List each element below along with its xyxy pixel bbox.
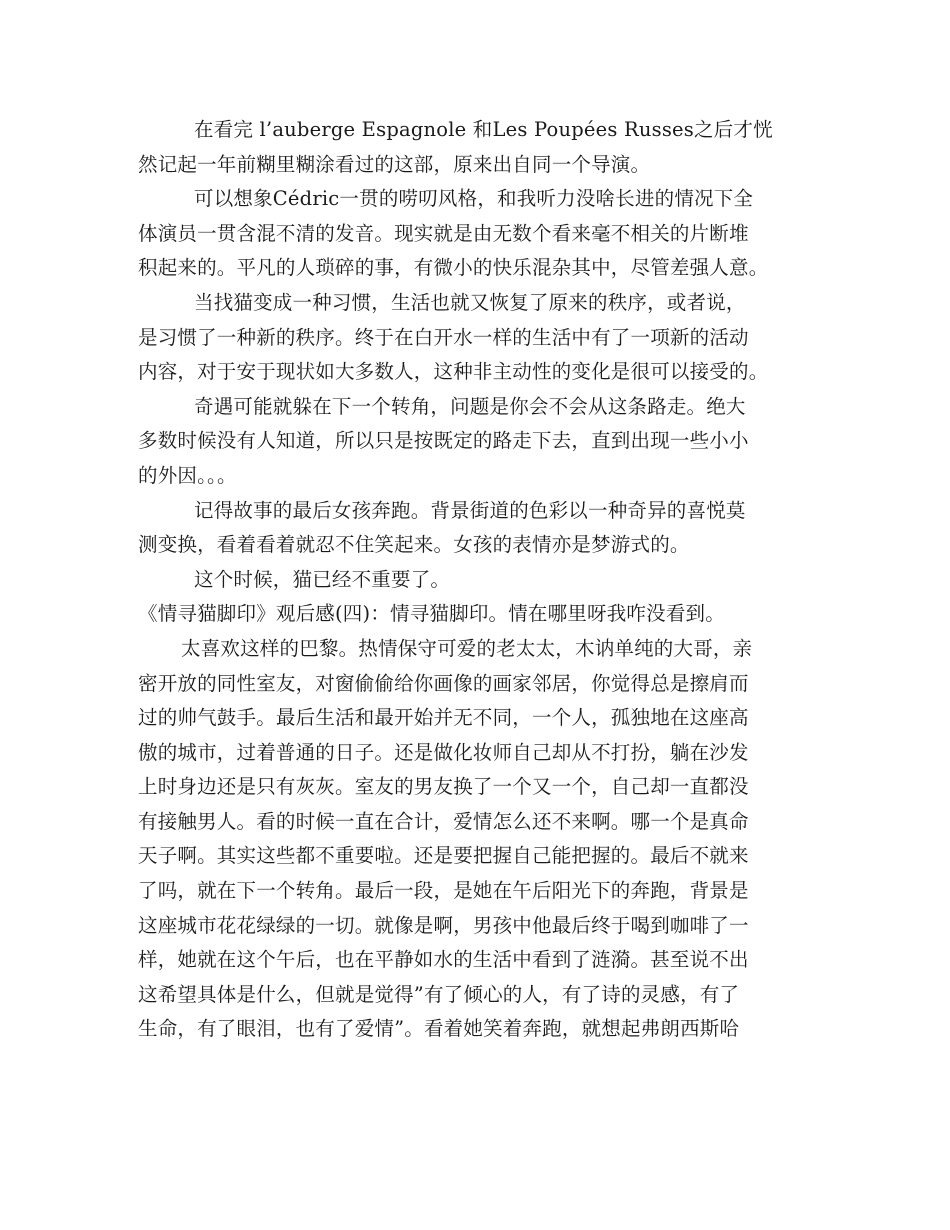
text-line: 傲的城市，过着普通的日子。还是做化妆师自己却从不打扮，躺在沙发 [138, 740, 749, 764]
text-line: 上时身边还是只有灰灰。室友的男友换了一个又一个，自己却一直都没 [138, 775, 749, 799]
text-line: 积起来的。平凡的人琐碎的事，有微小的快乐混杂其中，尽管差强人意。 [138, 256, 769, 280]
text-line: 过的帅气鼓手。最后生活和最开始并无不同，一个人，孤独地在这座高 [138, 706, 749, 730]
text-line: 太喜欢这样的巴黎。热情保守可爱的老太太，木讷单纯的大哥，亲 [181, 636, 753, 660]
text-line: 样，她就在这个午后，也在平静如水的生活中看到了涟漪。甚至说不出 [138, 948, 749, 972]
text-line: 生命，有了眼泪，也有了爱情”。看着她笑着奔跑，就想起弗朗西斯哈 [138, 1017, 740, 1041]
text-line: 有接触男人。看的时候一直在合计，爱情怎么还不来啊。哪一个是真命 [138, 809, 749, 833]
text-line: 多数时候没有人知道，所以只是按既定的路走下去，直到出现一些小小 [138, 429, 749, 453]
text-line: 记得故事的最后女孩奔跑。背景街道的色彩以一种奇异的喜悦莫 [194, 498, 746, 522]
text-line: 《情寻猫脚印》观后感(四)：情寻猫脚印。情在哪里呀我咋没看到。 [138, 602, 725, 626]
text-line: 体演员一贯含混不清的发音。现实就是由无数个看来毫不相关的片断堆 [138, 221, 749, 245]
text-line: 是习惯了一种新的秩序。终于在白开水一样的生活中有了一项新的活动 [138, 325, 749, 349]
text-line: 在看完 l’auberge Espagnole 和Les Poupées Russes之后才恍 [194, 118, 773, 141]
text-line: 的外因。。。 [138, 463, 237, 487]
text-line: 这个时候，猫已经不重要了。 [194, 567, 451, 591]
text-line: 这希望具体是什么，但就是觉得”有了倾心的人，有了诗的灵感，有了 [138, 982, 740, 1006]
text-line: 了吗，就在下一个转角。最后一段，是她在午后阳光下的奔跑，背景是 [138, 879, 749, 903]
text-line: 这座城市花花绿绿的一切。就像是啊，男孩中他最后终于喝到咖啡了一 [138, 913, 749, 937]
text-line: 奇遇可能就躲在下一个转角，问题是你会不会从这条路走。绝大 [194, 394, 746, 418]
text-line: 然记起一年前糊里糊涂看过的这部，原来出自同一个导演。 [138, 152, 651, 176]
document-body [138, 113, 828, 1047]
text-line: 天子啊。其实这些都不重要啦。还是要把握自己能把握的。最后不就来 [138, 844, 749, 868]
text-line: 内容，对于安于现状如大多数人，这种非主动性的变化是很可以接受的。 [138, 360, 769, 384]
text-line: 测变换，看着看着就忍不住笑起来。女孩的表情亦是梦游式的。 [138, 533, 690, 557]
text-line: 可以想象Cédric一贯的唠叨风格，和我听力没啥长进的情况下全 [194, 187, 754, 211]
text-line: 当找猫变成一种习惯，生活也就又恢复了原来的秩序，或者说， [194, 290, 746, 314]
text-line: 密开放的同性室友，对窗偷偷给你画像的画家邻居，你觉得总是擦肩而 [138, 671, 749, 695]
